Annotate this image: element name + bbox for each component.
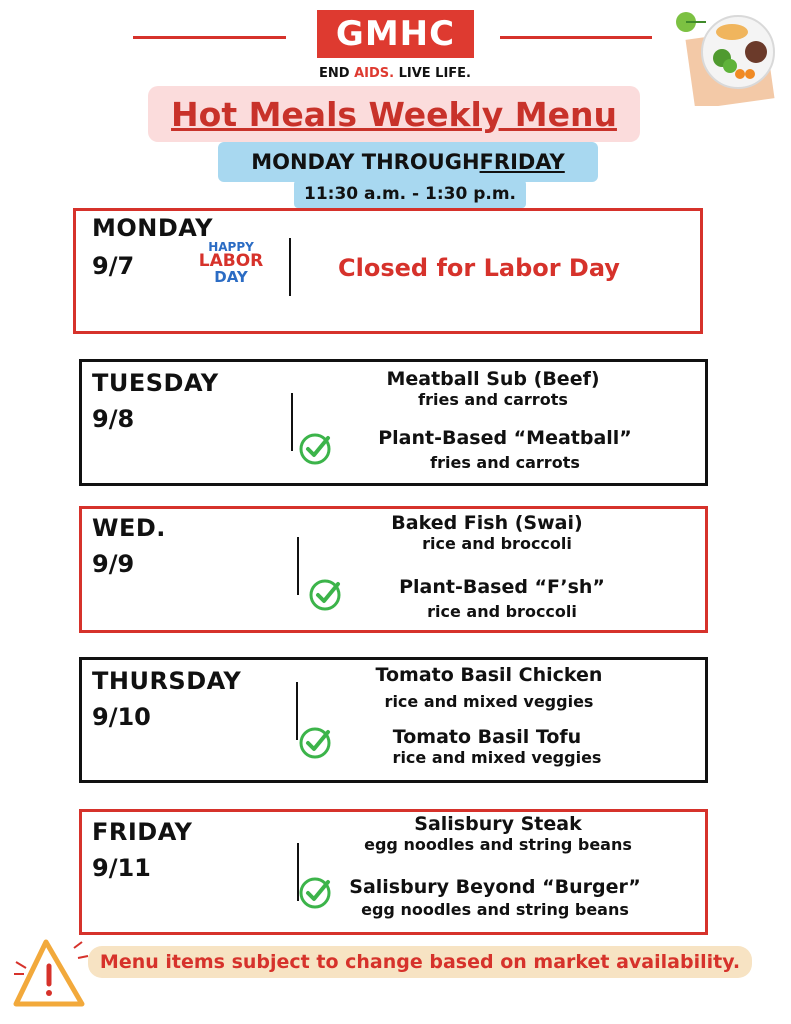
- header-rule-left: [133, 36, 286, 39]
- vegan-check-icon: [298, 430, 334, 466]
- day-name: THURSDAY: [92, 667, 242, 695]
- menu-item-regular: Salisbury Steak egg noodles and string beans: [364, 813, 632, 854]
- day-date: 9/10: [92, 703, 151, 731]
- menu-item-regular: Baked Fish (Swai) rice and broccoli: [391, 512, 583, 553]
- service-hours: 11:30 a.m. - 1:30 p.m.: [294, 180, 526, 208]
- day-date: 9/11: [92, 854, 151, 882]
- menu-item-plant-based: Plant-Based “F’sh” rice and broccoli: [399, 576, 605, 621]
- day-name: TUESDAY: [92, 369, 219, 397]
- menu-item-plant-based: Salisbury Beyond “Burger” egg noodles and string beans: [349, 876, 641, 919]
- column-divider: [289, 238, 291, 296]
- logo-tagline: END AIDS. LIVE LIFE.: [318, 66, 471, 81]
- day-date: 9/7: [92, 252, 135, 280]
- day-name: WED.: [92, 514, 166, 542]
- page-title: Hot Meals Weekly Menu: [171, 94, 617, 134]
- menu-item-regular: Tomato Basil Chicken rice and mixed veggies: [375, 664, 603, 711]
- page-title-box: [148, 86, 640, 142]
- day-date: 9/8: [92, 405, 135, 433]
- menu-item-plant-based: Tomato Basil Tofu rice and mixed veggies: [392, 726, 602, 767]
- header-rule-right: [500, 36, 652, 39]
- gmhc-logo: GMHC: [317, 10, 474, 58]
- warning-icon: [12, 934, 92, 1014]
- availability-notice: Menu items subject to change based on market availability.: [88, 946, 752, 978]
- menu-item-plant-based: Plant-Based “Meatball” fries and carrots: [378, 427, 632, 472]
- day-date: 9/9: [92, 550, 135, 578]
- meal-plate-icon: [676, 6, 786, 106]
- column-divider: [291, 393, 293, 451]
- closed-notice: Closed for Labor Day: [338, 254, 620, 282]
- days-range: MONDAY THROUGH FRIDAY: [218, 142, 598, 182]
- labor-day-badge: HAPPY LABOR DAY: [198, 240, 264, 286]
- day-name: MONDAY: [92, 214, 213, 242]
- day-name: FRIDAY: [92, 818, 193, 846]
- column-divider: [297, 537, 299, 595]
- menu-item-regular: Meatball Sub (Beef) fries and carrots: [386, 368, 600, 409]
